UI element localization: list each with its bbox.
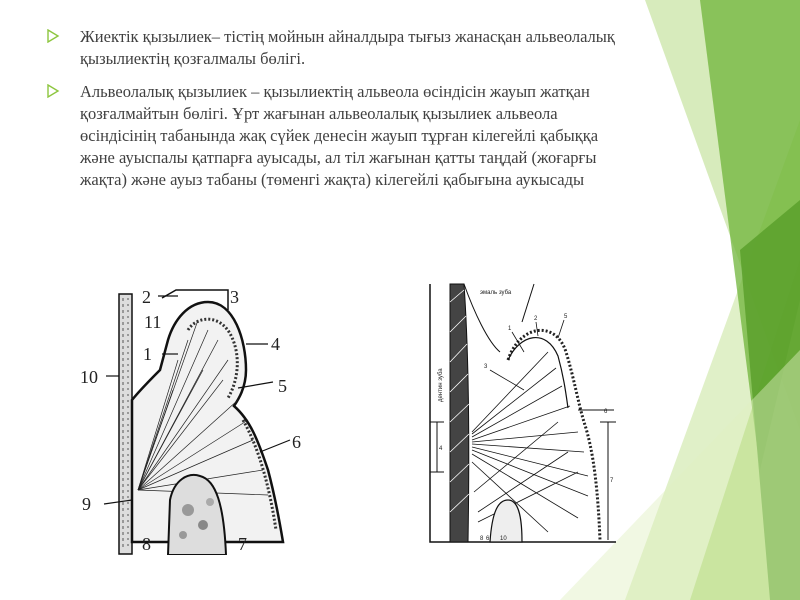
r-label-1: 1 [508, 326, 512, 332]
label-4: 4 [271, 334, 280, 354]
label-10: 10 [80, 367, 98, 387]
label-8: 8 [142, 534, 151, 554]
gum-outline-dotted [508, 330, 600, 540]
label-11: 11 [144, 312, 162, 332]
bullet-text: Альвеолалық қызылиек – қызылиектің альвеола өсіндісін жауып жатқан қозғалмайтын бөлігі. Ұрт жағынан альвеолалық қызылиек альвеола өсіндісінің табанында жақ сүйек денесін жауып тұрған кілегейлі қабыққа және ауыспалы қатпарға ауысады, ал тіл жағынан қатты таңдай (жоғарғы жақта) және ауыз табаны (төменгі жақта) кілегейлі қабығына аукысады [80, 82, 599, 189]
r-label-6: 6 [604, 409, 608, 415]
bullet-item [46, 81, 626, 191]
bullet-text: Жиектік қызылиек– тістің мойнын айналдыра тығыз жанасқан альвеолалық қызылиектің қозғалмалы бөлігі. [80, 27, 615, 68]
tooth-strip [119, 294, 132, 554]
label-6: 6 [292, 432, 301, 452]
gum-cross-section-diagram-right [428, 282, 620, 544]
label-1: 1 [143, 344, 152, 364]
r-label-5: 5 [564, 314, 568, 320]
label-9: 9 [82, 494, 91, 514]
label-2: 2 [142, 287, 151, 307]
enamel-text: эмаль зуба [480, 290, 512, 296]
fiber-lines [472, 352, 588, 532]
bullet-list [46, 26, 626, 202]
r-label-3: 3 [484, 364, 488, 370]
gum-cross-section-diagram-left [78, 280, 318, 555]
r-label-2: 2 [534, 316, 538, 322]
dentin-text: дентин зуба [438, 368, 444, 402]
arrow-bullet-icon [46, 29, 60, 43]
r-label-4: 4 [439, 446, 443, 452]
label-3: 3 [230, 287, 239, 307]
label-7: 7 [238, 534, 247, 554]
bullet-item [46, 26, 626, 70]
r-label-6b: 6 [486, 536, 490, 542]
arrow-bullet-icon [46, 84, 60, 98]
r-label-8: 8 [480, 536, 484, 542]
r-label-7: 7 [610, 478, 614, 484]
r-label-10: 10 [500, 536, 507, 542]
label-5: 5 [278, 376, 287, 396]
